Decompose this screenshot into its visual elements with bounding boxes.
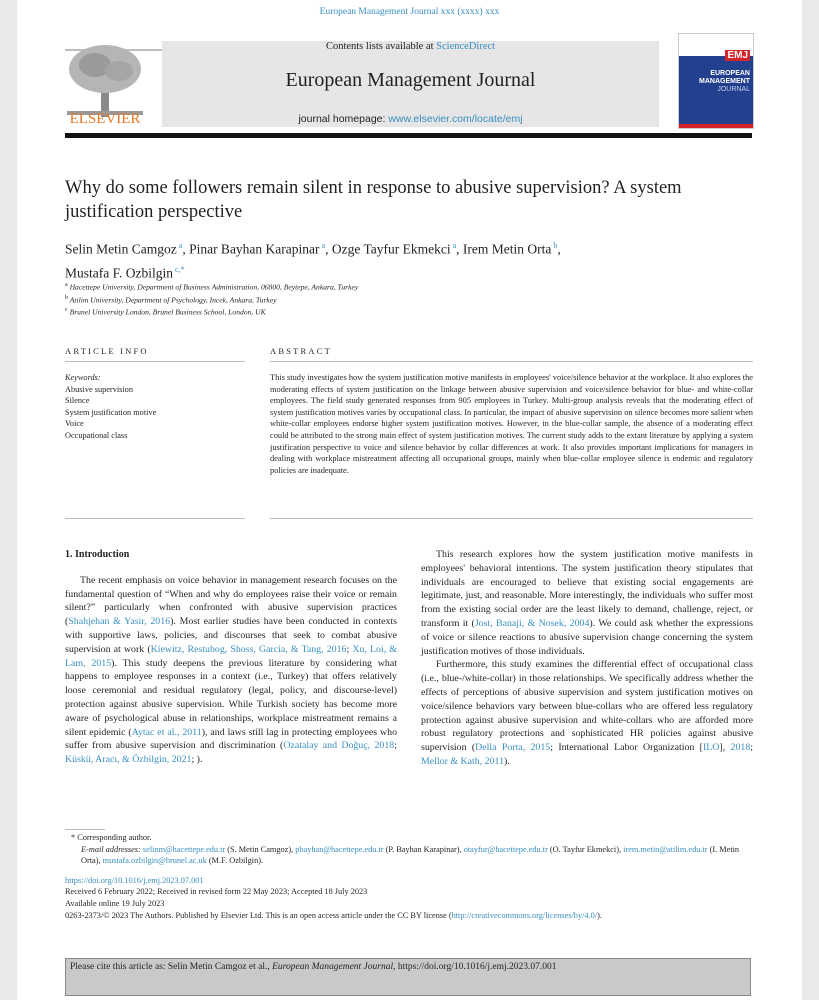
citation-link[interactable]: Jost, Banaji, & Nosek, 2004 — [474, 617, 590, 629]
text-segment: ; — [346, 643, 353, 655]
elsevier-logo — [65, 41, 145, 129]
homepage-line — [162, 113, 659, 125]
cite-prefix: Please cite this article as: Selin Metin Camgoz et al., — [70, 962, 273, 972]
text-segment: ). This study deepens the previous literature by considering what happens to employee responses in a context (i.e., Turkey) that offers relatively loose ceremonial and residual regulatory (legal, policy, and discourse-level) protection against abusive supervision. While Turkish society has become more aware of psychological abuse in relationships, workplace mistreatment remains a silent epidemic ( — [65, 657, 397, 738]
author-name[interactable]: Selin Metin Camgoz — [65, 241, 177, 257]
author-name[interactable]: Irem Metin Orta — [462, 241, 552, 257]
affiliation-key: a — [65, 282, 68, 288]
affiliation-text: Atilim University, Department of Psychology, Incek, Ankara, Turkey — [68, 295, 277, 305]
homepage-label: journal homepage: — [298, 113, 389, 125]
sciencedirect-link[interactable]: ScienceDirect — [436, 41, 496, 52]
author-name[interactable]: Pinar Bayhan Karapinar — [189, 241, 320, 257]
affiliation-marker[interactable]: b — [551, 241, 558, 250]
text-segment: ). — [504, 755, 510, 767]
contents-label: Contents lists available at — [325, 41, 437, 52]
affiliation-marker[interactable]: c,* — [173, 264, 185, 274]
author-separator: , — [325, 241, 332, 257]
cover-title — [699, 70, 750, 94]
text-segment: ; — [394, 740, 397, 752]
email-link[interactable]: selinm@hacettepe.edu.tr — [142, 844, 226, 854]
cover-line: EUROPEAN — [710, 70, 750, 77]
text-segment: ; ). — [191, 754, 203, 766]
keywords-label: Keywords: — [65, 373, 101, 382]
citation-link[interactable]: Della Porta, 2015 — [475, 742, 551, 754]
email-link[interactable]: otayfur@hacettepe.edu.tr — [463, 844, 548, 854]
keyword: System justification motive — [65, 407, 157, 417]
citation-link[interactable]: Aytac et al., 2011 — [131, 726, 202, 738]
affiliation-key: b — [65, 294, 68, 301]
cite-suffix: , https://doi.org/10.1016/j.emj.2023.07.001 — [393, 962, 557, 972]
affiliation-marker[interactable]: a — [176, 241, 183, 250]
header-thick-rule — [65, 133, 752, 138]
keywords-block — [65, 372, 245, 442]
abstract-text: This study investigates how the system justification motive manifests in employees' voice/silence behavior at the workplace. It also explores the moderating effects of system justification on the linkage between abusive supervision and voice/silence behavior for blue- and white-collar employees. The field study generated responses from 905 employees in Turkey. Multi-group analysis reveals that the moderating effect of system justification motives varies by occupational class. In particular, the impact of abusive supervision on silence becomes more salient when white-collar employees endorse higher system justification motives. However, in the blue-collar sample, the absence of a moderating effect could be attributed to the strong main effect of system justification motives. The current study adds to the extant literature by applying a system justification perspective to voice and silence behavior by collar differences at work. It also provides important implications for managers in dealing with workplace mistreatment affecting all occupational groups, mainly when blue-collar employee silence is endemic and regulatory policies are inadequate. — [270, 373, 753, 475]
keyword: Voice — [65, 419, 84, 429]
keyword: Occupational class — [65, 430, 128, 440]
paragraph — [65, 574, 397, 767]
running-header[interactable]: European Management Journal xxx (xxxx) xxx — [319, 7, 500, 17]
citation-link[interactable]: Mellor & Kath, 2011 — [421, 755, 505, 767]
received-dates: Received 6 February 2022; Received in revised form 22 May 2023; Accepted 18 July 2023 — [65, 887, 368, 897]
text-segment: ; International Labor Organization [ — [550, 742, 703, 754]
email-link[interactable]: mustafa.ozbilgin@brunel.ac.uk — [102, 856, 207, 866]
email-addresses — [65, 844, 755, 867]
keyword: Silence — [65, 396, 90, 406]
journal-banner — [162, 41, 659, 127]
citation-link[interactable]: 2018 — [730, 742, 751, 754]
email-link[interactable]: pbayhan@hacettepe.edu.tr — [295, 844, 384, 854]
cite-box — [65, 958, 751, 996]
citation-link[interactable]: ILO — [702, 742, 720, 754]
cover-badge: EMJ — [727, 50, 748, 61]
author-name[interactable]: Mustafa F. Ozbilgin — [65, 265, 174, 280]
corresponding-note: * Corresponding author. — [71, 833, 152, 842]
license-line — [65, 910, 755, 922]
affiliation-marker[interactable]: a — [319, 241, 326, 250]
citation-link[interactable]: Ozatalay and Doğuç, 2018 — [283, 740, 395, 752]
divider — [270, 361, 753, 362]
citation-link[interactable]: Shahjehan & Yasir, 2016 — [68, 616, 171, 628]
contents-line — [162, 41, 659, 52]
footnotes — [65, 832, 755, 921]
cover-line: MANAGEMENT — [699, 78, 750, 85]
email-owner: (O. Tayfur Ekmekci), — [547, 844, 624, 854]
keyword: Abusive supervision — [65, 384, 133, 394]
abstract-heading: ABSTRACT — [270, 346, 332, 356]
author-separator: , — [182, 241, 190, 257]
license-suffix: ). — [597, 910, 602, 920]
right-paragraphs — [421, 548, 753, 769]
affiliation-text: Hacettepe University, Department of Business Administration, 06800, Beytepe, Ankara, Turkey — [67, 282, 359, 292]
license-text: 0263-2373/© 2023 The Authors. Published by Elsevier Ltd. This is an open access article under the CC BY license ( — [65, 910, 452, 920]
right-column — [421, 548, 753, 769]
cite-journal: European Management Journal — [272, 962, 394, 972]
paragraph — [421, 658, 753, 768]
elsevier-wordmark: ELSEVIER — [69, 111, 141, 127]
left-column — [65, 548, 397, 767]
left-paragraphs — [65, 574, 397, 767]
text-segment: ). Most earlier studies have been conducted in contexts with supportive laws, policies, and discourses that seek to combat abusive supervision at work ( — [65, 616, 397, 655]
available-online: Available online 19 July 2023 — [65, 898, 165, 908]
article-page — [17, 0, 802, 1000]
affiliation — [65, 293, 665, 306]
affiliation-key: c — [65, 307, 68, 314]
article-info-heading: ARTICLE INFO — [65, 346, 149, 356]
citation-link[interactable]: Kiewitz, Restubog, Shoss, Garcia, & Tang, 2016 — [150, 643, 347, 655]
text-segment: ), and laws still lag in protecting employees who suffer from abusive supervision and discrimination ( — [65, 726, 398, 752]
cover-stripe — [679, 124, 753, 128]
homepage-link[interactable]: www.elsevier.com/locate/emj — [388, 113, 523, 125]
text-segment: This research explores how the system justification motive manifests in employees' behavioral intentions. The system justification theory stipulates that individuals are encouraged to believe that existing social engagements are legitimate, just, and reasonable. More interestingly, the individuals who suffer most from the existing social order are the least likely to demand, challenge, reject, or transform it ( — [421, 549, 753, 629]
divider — [270, 518, 753, 519]
author-name[interactable]: Ozge Tayfur Ekmekci — [331, 241, 451, 257]
journal-cover — [678, 33, 754, 129]
email-owner: (M.F. Ozbilgin). — [206, 856, 264, 866]
paragraph — [421, 548, 753, 658]
email-link[interactable]: irem.metin@atilim.edu.tr — [623, 844, 708, 854]
affiliation-text: Brunel University London, Brunel Business School, London, UK — [67, 307, 266, 317]
keyword-list — [65, 384, 245, 442]
affiliation-marker[interactable]: a — [450, 241, 457, 250]
footnote-divider — [65, 829, 105, 830]
affiliation — [65, 305, 665, 318]
citation-link[interactable]: Xu, Loi, & Lam, 2015 — [65, 643, 397, 669]
text-segment: ], — [719, 742, 731, 754]
doi-link[interactable]: https://doi.org/10.1016/j.emj.2023.07.001 — [65, 875, 204, 885]
license-link[interactable]: http://creativecommons.org/licenses/by/4.0/ — [451, 910, 598, 920]
email-label: E-mail addresses: — [81, 844, 143, 854]
email-owner: (P. Bayhan Karapinar), — [383, 844, 464, 854]
text-segment: ; — [750, 742, 753, 754]
email-owner: (I. Metin Orta), — [81, 844, 740, 866]
text-segment: Furthermore, this study examines the differential effect of occupational class (i.e., blue-/white-collar) in those relationships. We specifically address whether the effects of perceptions of abusive supervision and system justification motives on voice/silence behaviors vary between blue-collars who are offered less regulatory protection against abusive supervision and white-collars who are afforded more robust regulatory protections and sophisticated HR policies against abusive supervision ( — [421, 659, 753, 754]
citation-link[interactable]: Küskü, Aracı, & Özbilgin, 2021 — [65, 754, 192, 766]
divider — [65, 361, 245, 362]
author-separator: , — [456, 241, 463, 257]
text-segment: ). We could ask whether the expressions of voice or silence reactions to abusive supervision change concerning the system justification motives of those individuals. — [421, 617, 753, 657]
article-title: Why do some followers remain silent in response to abusive supervision? A system justification perspective — [65, 178, 682, 222]
journal-title: European Management Journal — [285, 69, 536, 91]
cover-line: JOURNAL — [717, 86, 750, 93]
section-heading-introduction: 1. Introduction — [65, 549, 130, 560]
author-separator: , — [557, 241, 561, 257]
email-owner: (S. Metin Camgoz), — [225, 844, 296, 854]
text-segment: The recent emphasis on voice behavior in management research focuses on the fundamental question of “When and why do employees raise their voice or remain silent?” particularly when confronted with abusive supervision practices ( — [65, 574, 397, 628]
affiliation — [65, 280, 665, 293]
divider — [65, 518, 245, 519]
affiliations — [65, 280, 665, 318]
author-list — [65, 236, 715, 283]
